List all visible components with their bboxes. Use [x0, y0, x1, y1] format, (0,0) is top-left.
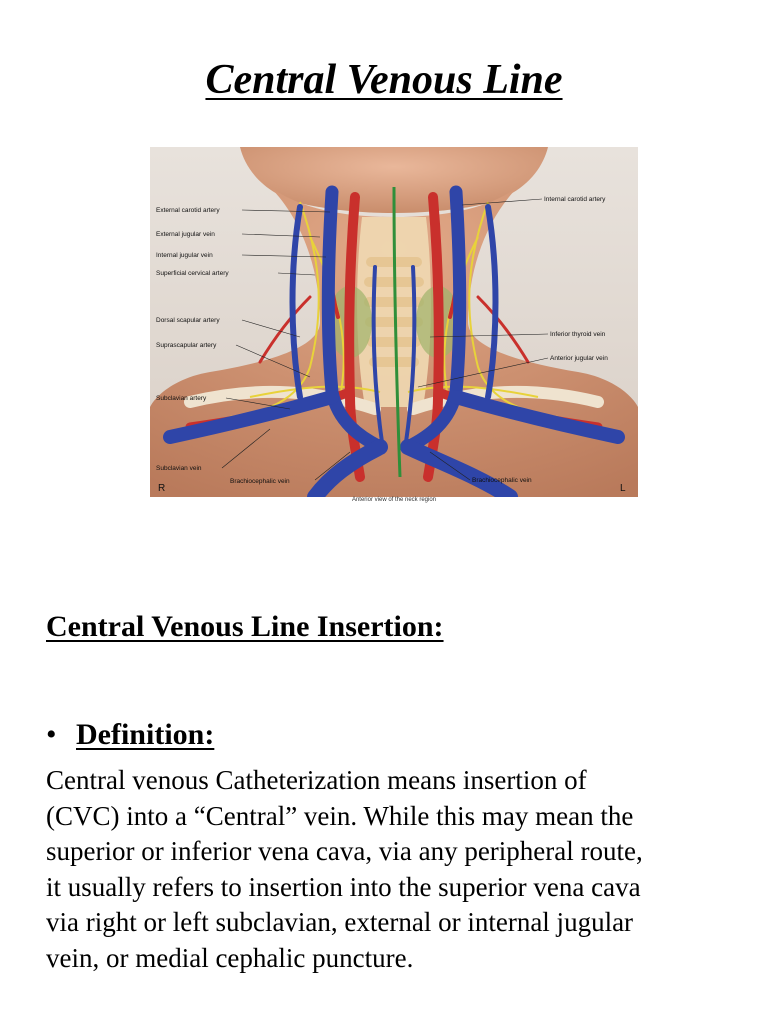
paragraph-line: it usually refers to insertion into the superior vena cava — [46, 871, 641, 902]
label-inferior-thyroid-vein: Inferior thyroid vein — [550, 331, 606, 338]
label-external-jugular-vein: External jugular vein — [156, 231, 215, 238]
label-subclavian-artery: Subclavian artery — [156, 395, 207, 402]
label-brachiocephalic-vein-right: Brachiocephalic vein — [472, 477, 532, 484]
paragraph-line: (CVC) into a “Central” vein. While this may mean the — [46, 800, 634, 831]
bullet-dot: • — [46, 718, 57, 751]
neck-anatomy-illustration — [150, 147, 638, 497]
paragraph-line: vein, or medial cephalic puncture. — [46, 942, 414, 973]
definition-paragraph — [46, 763, 736, 977]
section-heading: Central Venous Line Insertion: — [46, 610, 444, 643]
side-marker-left: L — [620, 483, 626, 494]
label-dorsal-scapular-artery: Dorsal scapular artery — [156, 317, 220, 324]
definition-bullet — [46, 718, 214, 752]
paragraph-line: Central venous Catheterization means insertion of — [46, 765, 587, 795]
label-subclavian-vein: Subclavian vein — [156, 465, 202, 472]
label-internal-carotid-artery: Internal carotid artery — [544, 196, 606, 203]
definition-label: Definition: — [76, 718, 215, 751]
side-marker-right: R — [158, 483, 166, 494]
label-suprascapular-artery: Suprascapular artery — [156, 342, 217, 349]
label-internal-jugular-vein: Internal jugular vein — [156, 252, 213, 259]
label-external-carotid-artery: External carotid artery — [156, 207, 220, 214]
paragraph-line: superior or inferior vena cava, via any peripheral route, — [46, 836, 643, 867]
paragraph-line: via right or left subclavian, external or internal jugular — [46, 907, 634, 938]
page-title: Central Venous Line — [205, 57, 563, 103]
label-anterior-jugular-vein: Anterior jugular vein — [550, 355, 608, 362]
figure-caption: Anterior view of the neck region — [351, 497, 437, 503]
label-superficial-cervical-artery: Superficial cervical artery — [156, 270, 229, 277]
label-brachiocephalic-vein-left: Brachiocephalic vein — [230, 478, 290, 485]
